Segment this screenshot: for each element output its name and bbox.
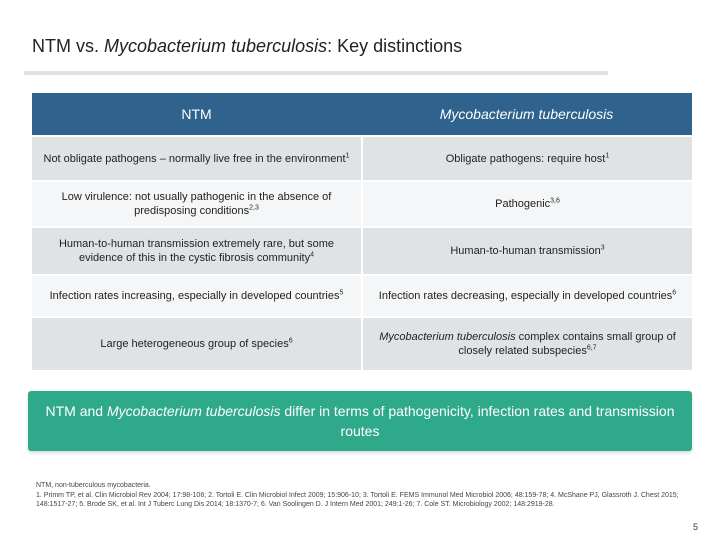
ntm-cell (32, 228, 361, 274)
cell-text: Human-to-human transmission extremely rare, but some evidence of this in the cystic fibrosis community (58, 238, 335, 264)
cell-text: Infection rates increasing, especially in developed countries (49, 290, 340, 302)
footnotes (36, 481, 686, 510)
title-suffix: : Key distinctions (327, 36, 463, 56)
reference-sup: 1 (345, 151, 350, 159)
summary-text (38, 401, 682, 441)
summary-suffix: differ in terms of pathogenicity, infection rates and transmission routes (280, 403, 675, 439)
table-row (32, 182, 692, 228)
reference-sup: 4 (310, 251, 314, 259)
ntm-cell (32, 318, 361, 370)
reference-sup: 3 (600, 244, 605, 252)
mtb-cell (361, 182, 692, 226)
table-header (32, 93, 692, 137)
page-number: 5 (692, 522, 698, 532)
reference-sup: 5 (339, 289, 344, 297)
table-row (32, 137, 692, 182)
references: 1. Primm TP, et al. Clin Microbiol Rev 2004; 17:98-106; 2. Tortoli E. Clin Microbiol Infect 2009; 15:906-10; 3. Tortoli E. FEMS Immunol Med Microbiol 2006; 48:159-78; 4. McShane PJ, Glassroth J. Chest 2015; 148:1517-27; 5. Brode SK, et al. Int J Tuberc Lung Dis 2014; 18:1370-7; 6. Van Soolingen D. J Intern Med 2001; 249:1-26; 7. Cole ST. Microbiology 2002; 148:2919-28. (36, 491, 679, 508)
table-row (32, 276, 692, 318)
slide-title (32, 36, 462, 57)
cell-text: Human-to-human transmission (450, 245, 601, 257)
header-mtb: Mycobacterium tuberculosis (439, 106, 614, 122)
cell-text: Pathogenic (495, 198, 551, 210)
ntm-cell (32, 276, 361, 316)
header-ntm: NTM (181, 106, 212, 122)
cell-text: Obligate pathogens: require host (445, 152, 606, 165)
ntm-cell (32, 137, 361, 180)
cell-text: Low virulence: not usually pathogenic in the absence of predisposing conditions (61, 191, 332, 217)
reference-sup: 1 (605, 151, 610, 159)
mtb-cell (361, 318, 692, 370)
cell-text: Infection rates decreasing, especially in developed countries (378, 290, 673, 302)
mtb-cell (361, 137, 692, 180)
summary-italic: Mycobacterium tuberculosis (106, 403, 281, 419)
abbreviation-note: NTM, non-tuberculous mycobacteria. (36, 482, 151, 489)
reference-sup: 3,6 (550, 197, 560, 205)
cell-text: Large heterogeneous group of species (100, 338, 289, 350)
cell-italic: Mycobacterium tuberculosis (379, 331, 516, 343)
table-row (32, 228, 692, 276)
summary-callout (28, 391, 692, 451)
mtb-cell (361, 276, 692, 316)
cell-text: complex contains small group of closely related subspecies (458, 331, 676, 357)
comparison-table (32, 93, 692, 372)
title-divider (24, 71, 608, 75)
summary-prefix: NTM and (45, 403, 107, 419)
reference-sup: 6,7 (586, 344, 597, 352)
reference-sup: 2,3 (249, 204, 259, 212)
title-italic: Mycobacterium tuberculosis (104, 36, 328, 56)
title-prefix: NTM vs. (32, 36, 104, 56)
ntm-cell (32, 182, 361, 226)
cell-text: Not obligate pathogens – normally live free in the environment (43, 152, 346, 165)
reference-sup: 6 (672, 289, 677, 297)
reference-sup: 6 (288, 337, 293, 345)
mtb-cell (361, 228, 692, 274)
table-row (32, 318, 692, 372)
